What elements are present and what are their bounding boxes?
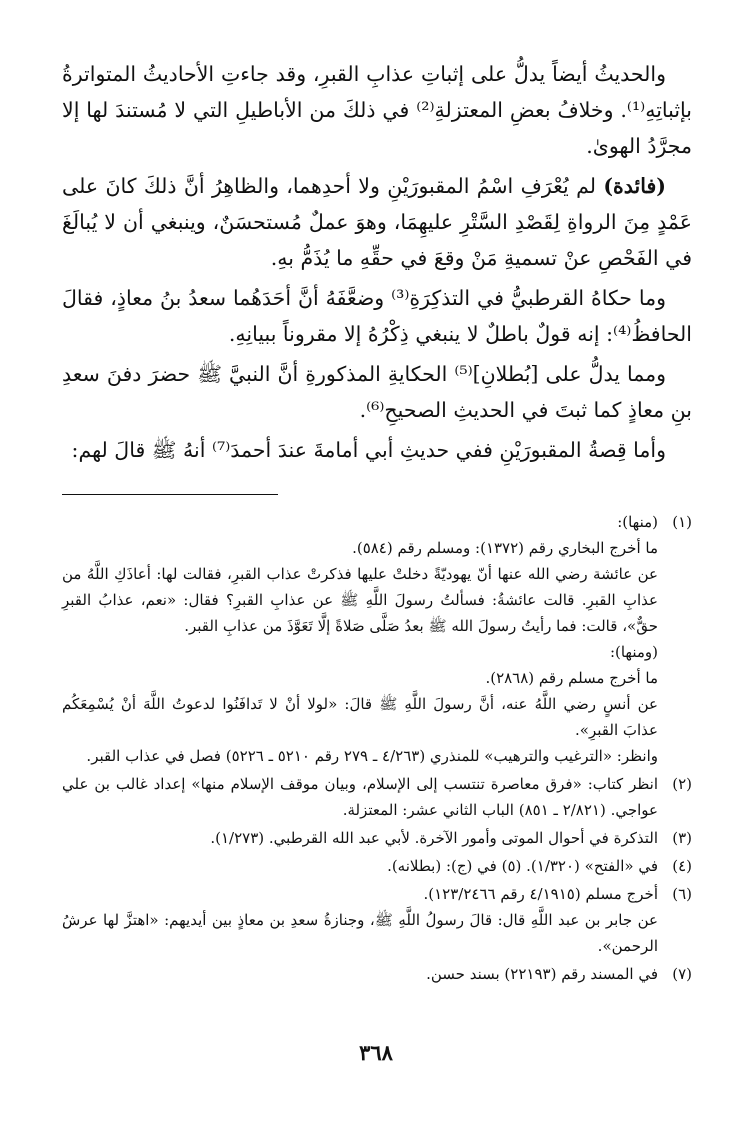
- footnote: [62, 853, 692, 879]
- footnote-body: [62, 771, 658, 823]
- footnote-line: (منها):: [617, 513, 658, 531]
- footnote-line: التذكرة في أحوال الموتى وأمور الآخرة. لأبي عبد الله القرطبي. (١/٢٧٣).: [210, 829, 658, 847]
- footnote: [62, 961, 692, 987]
- page-number: ٣٦٨: [359, 1040, 393, 1065]
- footnote-line: عن عائشة رضي الله عنها أنّ يهوديّةً دخلتْ عليها فذكرتْ عذاب القبرِ، فقالت لها: أعاذَكِ اللَّهُ من عذابِ القبرِ. قالت عائشةُ: فسألتُ رسولَ اللَّهِ ﷺ عن عذابِ القبرِ؟ فقال: «نعم، عذابُ القبرِ حقٌّ»، قالت: فما رأيتُ رسولَ الله ﷺ بعدُ صَلَّى صَلاةً إلَّا تَعَوَّذَ من عذابِ القبر.: [62, 565, 658, 635]
- footnote-line: ما أخرج مسلم رقم (٢٨٦٨).: [485, 669, 658, 687]
- footnote-line: عن جابر بن عبد اللَّهِ قال: قالَ رسولُ اللَّهِ ﷺ، وجنازةُ سعدِ بن معاذٍ بين أيديهم: «اهتزَّ لها عرشُ الرحمن».: [62, 911, 658, 955]
- footnote: [62, 771, 692, 823]
- paragraph-4: ومما يدلُّ على [بُطلانِ]⁽⁵⁾ الحكايةِ المذكورةِ أنَّ النبيَّ ﷺ حضرَ دفنَ سعدِ بنِ معاذٍ كما ثبتَ في الحديثِ الصحيحِ⁽⁶⁾.: [62, 362, 692, 422]
- footnote-number: (٦): [672, 885, 692, 903]
- footnote-number: (٢): [672, 775, 692, 793]
- paragraph-5: وأما قِصةُ المقبورَيْنِ ففي حديثِ أبي أمامةَ عندَ أحمدَ⁽⁷⁾ أنهُ ﷺ قالَ لهم:: [71, 438, 666, 462]
- footnote-body: [62, 853, 658, 879]
- footnote-separator: [62, 494, 278, 495]
- footnote-line: عن أنسٍ رضي اللَّهُ عنه، أنَّ رسولَ اللَّهِ ﷺ قالَ: «لولا أنْ لا تَدافَنُوا لدعوتُ اللَّهَ أنْ يُسْمِعَكُم عذابَ القبرِ».: [62, 695, 658, 739]
- paragraph-2: [62, 168, 692, 276]
- footnote-line: انظر كتاب: «فرق معاصرة تنتسب إلى الإسلام، وبيان موقف الإسلام منها» إعداد غالب بن علي عواجي. (٢/٨٢١ ـ ٨٥١) الباب الثاني عشر: المعتزلة.: [62, 775, 658, 819]
- footnote-line: وانظر: «الترغيب والترهيب» للمنذري (٤/٢٦٣ ـ ٢٧٩ رقم ٥٢١٠ ـ ٥٢٢٦) فصل في عذاب القبر.: [86, 747, 658, 765]
- footnote: [62, 509, 692, 769]
- footnote-number: (٣): [672, 829, 692, 847]
- footnote: [62, 825, 692, 851]
- footnote-number: (٤): [672, 857, 692, 875]
- footnote-body: [62, 509, 658, 769]
- footnote-line: ما أخرج البخاري رقم (١٣٧٢): ومسلم رقم (٥٨٤).: [352, 539, 658, 557]
- note-label: (فائدة): [603, 174, 666, 198]
- footnote-line: أخرج مسلم (٤/١٩١٥ رقم ١٢٣/٢٤٦٦).: [423, 885, 658, 903]
- footnote-body: [62, 961, 658, 987]
- footnote-line: في المسند رقم (٢٢١٩٣) بسند حسن.: [426, 965, 658, 983]
- paragraph-3: وما حكاهُ القرطبيُّ في التذكِرَةِ⁽³⁾ وضعَّفَهُ أنَّ أحَدَهُما سعدُ بنُ معاذٍ، فقالَ الحافظُ⁽⁴⁾: إنه قولٌ باطلٌ لا ينبغي ذِكْرُهُ إلا مقروناً ببيانِهِ.: [62, 286, 692, 346]
- footnotes: [62, 509, 692, 987]
- footnote-line: في «الفتح» (١/٣٢٠). (٥) في (ج): (بطلانه).: [387, 857, 658, 875]
- main-text: [62, 56, 692, 468]
- paragraph-1: والحديثُ أيضاً يدلُّ على إثباتِ عذابِ القبرِ، وقد جاءتِ الأحاديثُ المتواترةُ بإثباتِهِ⁽¹⁾. وخلافُ بعضِ المعتزلةِ⁽²⁾ في ذلكَ من الأباطيلِ التي لا مُستندَ لها إلا مجرَّدُ الهوىٰ.: [62, 62, 692, 158]
- footnote-body: [62, 825, 658, 851]
- footnote-line: (ومنها):: [609, 643, 658, 661]
- footnote-number: (٧): [672, 965, 692, 983]
- footnote-number: (١): [672, 513, 692, 531]
- paragraph-2-text: لم يُعْرَفِ اسْمُ المقبورَيْنِ ولا أحدِهما، والظاهِرُ أنَّ ذلكَ كانَ على عَمْدٍ مِنَ الرواةِ لِقَصْدِ السَّتْرِ عليهِمَا، وهوَ عملٌ مُستحسَنٌ، وينبغي أن لا يُبالَغَ في الفَحْصِ عنْ تسميةِ مَنْ وقعَ في حقِّهِ ما يُذَمُّ بهِ.: [62, 174, 692, 270]
- footnote: [62, 881, 692, 959]
- footnote-body: [62, 881, 658, 959]
